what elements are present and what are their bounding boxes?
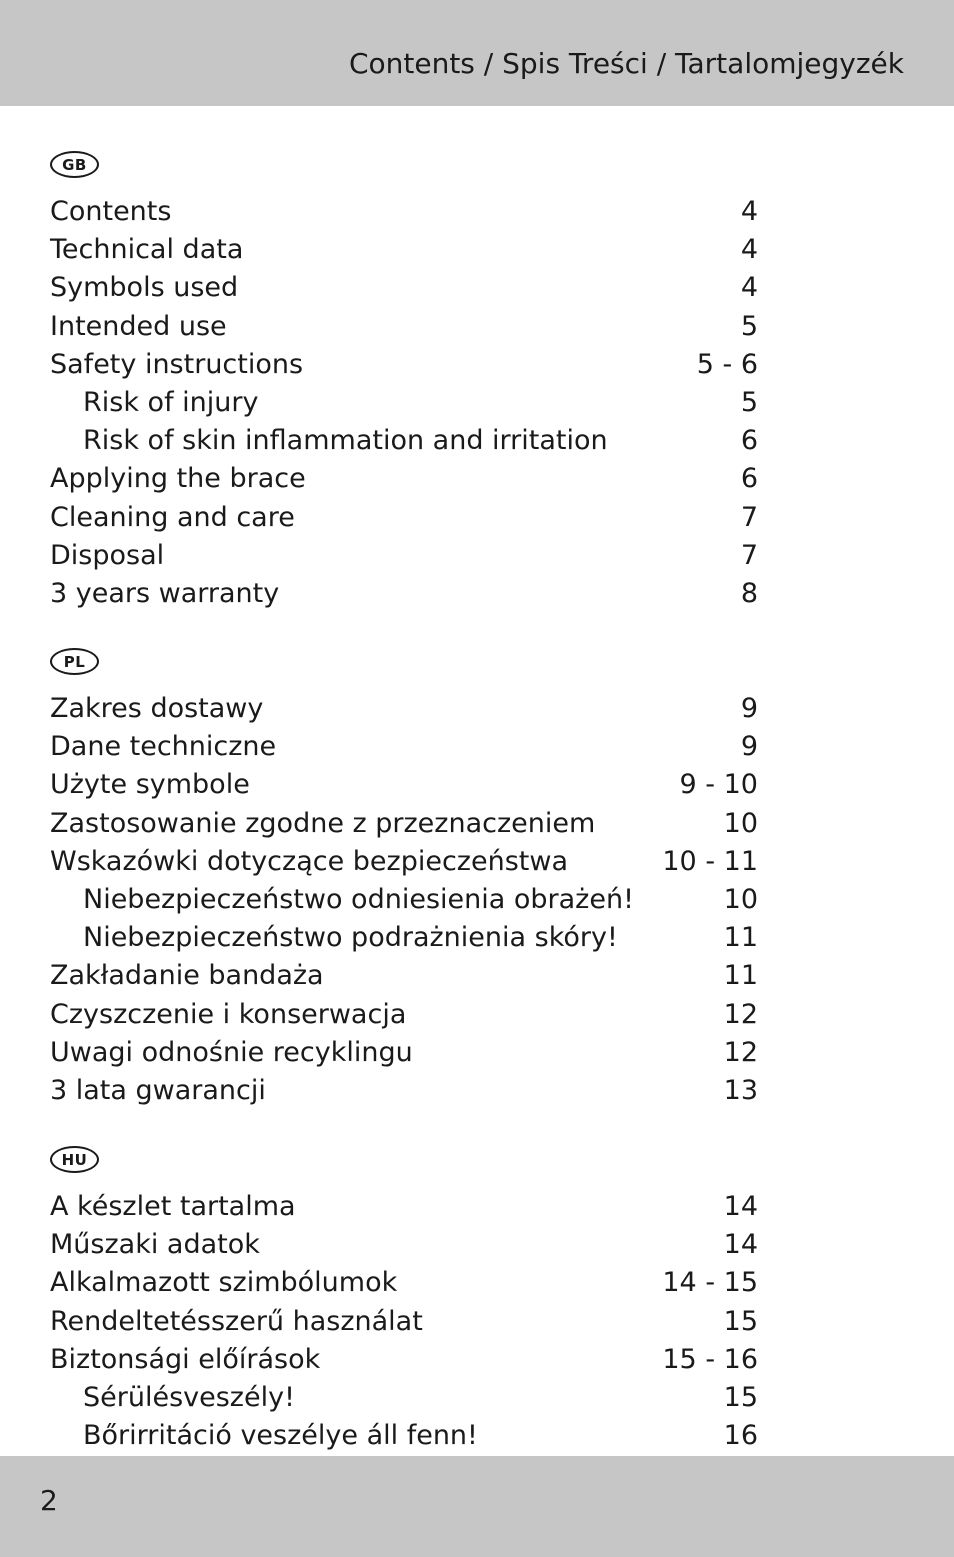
header-bar <box>0 0 954 106</box>
toc-entry-page: 11 <box>723 922 758 954</box>
toc-entry-label: Disposal <box>50 539 165 571</box>
toc-entry[interactable] <box>50 537 758 575</box>
toc-entry-label: Applying the brace <box>50 463 306 495</box>
toc-entry-label: Alkalmazott szimbólumok <box>50 1267 398 1299</box>
toc-entry-page: 12 <box>723 1036 758 1068</box>
toc-entry[interactable] <box>50 231 758 269</box>
toc-entry-page: 14 <box>723 1229 758 1261</box>
toc-entry-label: Contents <box>50 196 172 227</box>
section-pl <box>50 648 758 1110</box>
toc-entry[interactable] <box>50 996 758 1034</box>
toc-entry[interactable] <box>50 1226 758 1264</box>
toc-entry[interactable] <box>50 193 758 231</box>
toc-entry-label: 3 years warranty <box>50 577 280 609</box>
toc-entry-label: Niebezpieczeństwo podrażnienia skóry! <box>83 922 618 954</box>
toc-entry-label: Bőrirritáció veszélye áll fenn! <box>83 1420 478 1452</box>
toc-entry-page: 16 <box>723 1420 758 1452</box>
toc-entry-page: 9 <box>740 693 758 724</box>
toc-entry-page: 4 <box>740 196 758 227</box>
toc-entry[interactable] <box>50 805 758 843</box>
toc-entry-page: 5 <box>740 386 758 418</box>
toc-entry[interactable] <box>50 1341 758 1379</box>
toc-entry-page: 6 <box>740 463 758 495</box>
toc-entry[interactable] <box>50 766 758 804</box>
toc-entry-label: Rendeltetésszerű használat <box>50 1305 423 1337</box>
toc-entry-label: Użyte symbole <box>50 769 250 801</box>
footer-bar <box>0 1456 954 1557</box>
language-badge-pl: PL <box>50 648 99 675</box>
toc-entry-label: Niebezpieczeństwo odniesienia obrażeń! <box>83 883 634 915</box>
toc-entry[interactable] <box>50 346 758 384</box>
toc-entry-label: Sérülésveszély! <box>83 1381 295 1413</box>
toc-entry-label: Uwagi odnośnie recyklingu <box>50 1036 413 1068</box>
toc-entry-page: 4 <box>740 234 758 266</box>
toc-entry-page: 8 <box>740 577 758 609</box>
toc-entry[interactable] <box>50 575 758 613</box>
toc-entry-label: Symbols used <box>50 272 239 304</box>
toc-entry-page: 11 <box>723 960 758 992</box>
toc-entry-page: 15 <box>723 1305 758 1337</box>
toc-entry-page: 10 - 11 <box>662 845 758 877</box>
toc-entry-page: 4 <box>740 272 758 304</box>
toc-subentry[interactable] <box>50 881 758 919</box>
section-hu <box>50 1146 758 1455</box>
toc-entry-page: 7 <box>740 539 758 571</box>
section-gb <box>50 151 758 613</box>
toc-subentry[interactable] <box>50 384 758 422</box>
toc-entry-label: Műszaki adatok <box>50 1229 260 1261</box>
toc-entry-page: 15 <box>723 1381 758 1413</box>
toc-entry-page: 5 - 6 <box>696 348 758 380</box>
toc-entry-label: Zakres dostawy <box>50 693 264 724</box>
toc-entry-page: 15 - 16 <box>662 1343 758 1375</box>
toc-entry-page: 14 <box>723 1191 758 1222</box>
toc-entry-label: Cleaning and care <box>50 501 295 533</box>
toc-entry-label: Intended use <box>50 310 227 342</box>
toc-entry-page: 5 <box>740 310 758 342</box>
toc-entry[interactable] <box>50 690 758 728</box>
page-title: Contents / Spis Treści / Tartalomjegyzék <box>348 47 904 80</box>
page-number: 2 <box>40 1484 58 1517</box>
toc-entry[interactable] <box>50 957 758 995</box>
toc-entry-label: Dane techniczne <box>50 731 277 763</box>
language-badge-hu: HU <box>50 1146 99 1173</box>
toc-entry[interactable] <box>50 499 758 537</box>
toc-entry-label: Biztonsági előírások <box>50 1343 321 1375</box>
toc-entry-label: 3 lata gwarancji <box>50 1074 266 1106</box>
language-badge-gb: GB <box>50 151 99 178</box>
toc-entry[interactable] <box>50 269 758 307</box>
toc-entry[interactable] <box>50 728 758 766</box>
toc-entry-page: 9 <box>740 731 758 763</box>
toc-entry-label: Zakładanie bandaża <box>50 960 324 992</box>
toc-entry-label: A készlet tartalma <box>50 1191 296 1222</box>
toc-entry[interactable] <box>50 1188 758 1226</box>
toc-entry[interactable] <box>50 1034 758 1072</box>
toc-entry-page: 12 <box>723 998 758 1030</box>
toc-subentry[interactable] <box>50 919 758 957</box>
toc-entry-label: Wskazówki dotyczące bezpieczeństwa <box>50 845 568 877</box>
toc-entry-page: 13 <box>723 1074 758 1106</box>
toc-entry[interactable] <box>50 460 758 498</box>
toc-entry[interactable] <box>50 1072 758 1110</box>
toc-subentry[interactable] <box>50 1417 758 1455</box>
toc-entry-page: 9 - 10 <box>679 769 758 801</box>
toc-entry-page: 7 <box>740 501 758 533</box>
toc-entry-label: Risk of skin inflammation and irritation <box>83 425 608 457</box>
toc-entry-label: Zastosowanie zgodne z przeznaczeniem <box>50 807 596 839</box>
toc-subentry[interactable] <box>50 1379 758 1417</box>
toc-subentry[interactable] <box>50 422 758 460</box>
toc-entry-label: Safety instructions <box>50 348 304 380</box>
toc-entry-label: Czyszczenie i konserwacja <box>50 998 407 1030</box>
toc-entry-page: 14 - 15 <box>662 1267 758 1299</box>
toc-entry[interactable] <box>50 843 758 881</box>
toc-entry-page: 10 <box>723 807 758 839</box>
toc-entry[interactable] <box>50 1303 758 1341</box>
toc-entry-label: Risk of injury <box>83 386 259 418</box>
toc-entry-page: 10 <box>723 883 758 915</box>
toc-entry-page: 6 <box>740 425 758 457</box>
toc-entry-label: Technical data <box>50 234 244 266</box>
toc-entry[interactable] <box>50 308 758 346</box>
toc-entry[interactable] <box>50 1264 758 1302</box>
